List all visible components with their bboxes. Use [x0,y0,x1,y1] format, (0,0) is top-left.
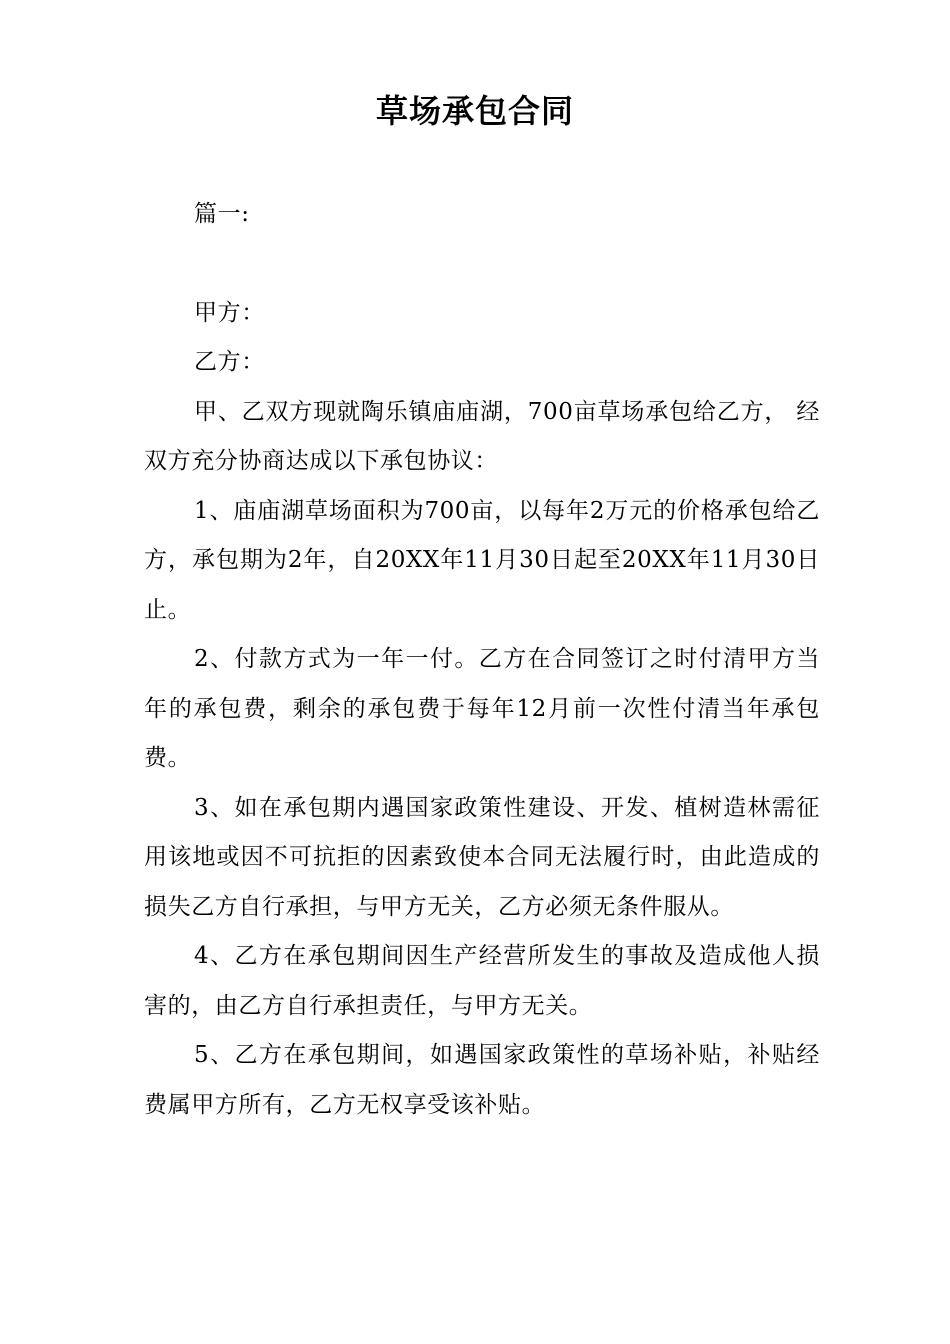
document-title: 草场承包合同 [375,92,574,130]
party-b-line: 乙方： [194,349,265,375]
clause-2: 2、付款方式为一年一付。乙方在合同签订之时付清甲方当年的承包费，剩余的承包费于每年12月前一次性付清当年承包费。 [144,646,820,771]
clause-5: 5、乙方在承包期间，如遇国家政策性的草场补贴，补贴经费属甲方所有，乙方无权享受该补贴。 [144,1042,820,1118]
blank-line [144,240,820,289]
clause-1: 1、庙庙湖草场面积为700亩，以每年2万元的价格承包给乙方，承包期为2年，自20XX年11月30日起至20XX年11月30日止。 [144,497,820,623]
document-body [144,190,820,1130]
party-a-line: 甲方： [194,299,265,326]
section-heading: 篇一: [194,201,250,227]
intro-paragraph: 甲、乙双方现就陶乐镇庙庙湖，700亩草场承包给乙方， 经双方充分协商达成以下承包协议： [144,398,820,474]
clause-3: 3、如在承包期内遇国家政策性建设、开发、植树造林需征用该地或因不可抗拒的因素致使本合同无法履行时，由此造成的损失乙方自行承担，与甲方无关，乙方必须无条件服从。 [144,794,820,920]
clause-4: 4、乙方在承包期间因生产经营所发生的事故及造成他人损害的，由乙方自行承担责任，与甲方无关。 [144,943,820,1019]
